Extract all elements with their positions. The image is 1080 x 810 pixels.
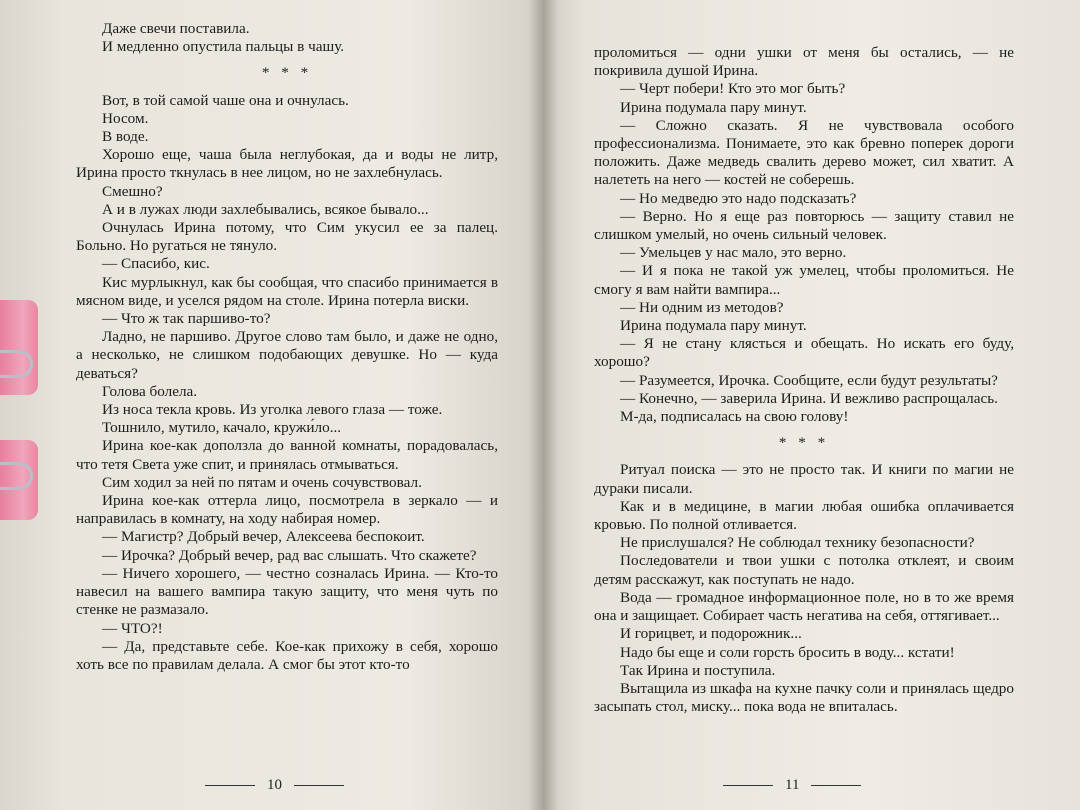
paragraph: — Черт побери! Кто это мог быть? <box>620 80 846 98</box>
paragraph: Вода — громадное информационное поле, но в то же время она и защищает. Собирает часть негатива на себя, оттягивает... <box>594 588 1014 625</box>
paragraph: Смешно? <box>102 182 163 200</box>
paragraph: Кис мурлыкнул, как бы сообщая, что спасибо принимается в мясном виде, и уселся рядом на столе. Ирина потерла виски. <box>76 273 498 309</box>
paragraph: М-да, подписалась на свою голову! <box>620 408 849 426</box>
paragraph: Голова болела. <box>102 382 198 400</box>
left-page-text <box>76 20 498 674</box>
footer-rule-left <box>205 785 255 786</box>
paragraph: Ирина кое-как оттерла лицо, посмотрела в зеркало — и направилась в комнату, на ходу набирая номер. <box>76 492 498 528</box>
paragraph: — Сложно сказать. Я не чувствовала особого профессионализма. Понимаете, это как бревно поперек дороги положить. Даже медведь свалить дерево может, сил хватит. А налететь на него — костей не соберешь. <box>594 116 1014 189</box>
paragraph: — Конечно, — заверила Ирина. И вежливо распрощалась. <box>620 389 998 407</box>
paragraph: Носом. <box>102 109 149 127</box>
right-page-footer <box>723 777 861 794</box>
paragraph: — Да, представьте себе. Кое-как прихожу в себя, хорошо хоть все по правилам делала. А смог бы этот кто-то <box>76 637 498 673</box>
paragraph: Надо бы еще и соли горсть бросить в воду... кстати! <box>620 643 955 661</box>
paragraph: Ирина кое-как доползла до ванной комнаты, порадовалась, что тетя Света уже спит, и принялась отмываться. <box>76 437 498 473</box>
paragraph: Ирина подумала пару минут. <box>620 317 807 335</box>
paragraph: проломиться — одни ушки от меня бы остались, — не покривила душой Ирина. <box>594 44 1014 80</box>
paragraph: В воде. <box>102 128 149 146</box>
paragraph: — Я не стану клясться и обещать. Но искать его буду, хорошо? <box>594 335 1014 371</box>
paragraph: Вытащила из шкафа на кухне пачку соли и принялась щедро засыпать стол, миску... пока вода не впиталась. <box>594 679 1014 716</box>
left-page-footer <box>205 777 344 794</box>
paragraph: — ЧТО?! <box>102 619 163 637</box>
paragraph: — Разумеется, Ирочка. Сообщите, если будут результаты? <box>620 371 998 389</box>
paragraph: — Ничего хорошего, — честно созналась Ирина. — Кто-то навесил на вашего вампира такую защиту, что меня чуть по стенке не размазало. <box>76 564 498 619</box>
paragraph: — Что ж так паршиво-то? <box>102 310 271 328</box>
paragraph: Как и в медицине, в магии любая ошибка оплачивается кровью. По полной отливается. <box>594 497 1014 534</box>
paragraph: Хорошо еще, чаша была неглубокая, да и воды не литр, Ирина просто ткнулась в нее лицом, но не захлебнулась. <box>76 146 498 182</box>
paragraph: Из носа текла кровь. Из уголка левого глаза — тоже. <box>102 401 443 419</box>
paragraph: — Но медведю это надо подсказать? <box>620 189 857 207</box>
right-page-text <box>594 44 1014 716</box>
paragraph: Так Ирина и поступила. <box>620 661 776 679</box>
section-separator: * * * <box>261 64 313 82</box>
paragraph: — Верно. Но я еще раз повторюсь — защиту ставил не слишком умелый, но очень сильный человек. <box>594 207 1014 244</box>
paragraph: — Умельцев у нас мало, это верно. <box>620 244 847 262</box>
paragraph: Ирина подумала пару минут. <box>620 98 807 116</box>
paragraph: Ритуал поиска — это не просто так. И книги по магии не дураки писали. <box>594 461 1014 497</box>
paragraph: — Спасибо, кис. <box>102 255 210 273</box>
right-page <box>543 0 1080 810</box>
paragraph: Тошнило, мутило, качало, кружи́ло... <box>102 419 342 437</box>
paragraph: — Магистр? Добрый вечер, Алексеева беспокоит. <box>102 528 425 546</box>
paragraph: Не прислушался? Не соблюдал технику безопасности? <box>620 534 975 552</box>
paragraph: А и в лужах люди захлебывались, всякое бывало... <box>102 200 429 218</box>
footer-rule-right <box>294 785 344 786</box>
pink-clip-top <box>0 300 38 395</box>
section-separator: * * * <box>778 434 830 452</box>
paragraph: — Ирочка? Добрый вечер, рад вас слышать. Что скажете? <box>102 546 477 564</box>
clip-wire-top <box>0 350 33 378</box>
paragraph: — И я пока не такой уж умелец, чтобы проломиться. Не смогу я вам найти вампира... <box>594 262 1014 298</box>
footer-rule-left <box>723 785 773 786</box>
paragraph: И медленно опустила пальцы в чашу. <box>102 38 345 56</box>
page-number-left: 10 <box>267 777 282 793</box>
paragraph: И горицвет, и подорожник... <box>620 625 802 643</box>
paragraph: — Ни одним из методов? <box>620 298 784 316</box>
paragraph: Вот, в той самой чаше она и очнулась. <box>102 91 349 109</box>
paragraph: Последователи и твои ушки с потолка отклеят, и своим детям расскажут, как поступать не надо. <box>594 552 1014 588</box>
page-number-right: 11 <box>785 777 800 793</box>
footer-rule-right <box>811 785 861 786</box>
paragraph: Даже свечи поставила. <box>102 20 250 37</box>
paragraph: Сим ходил за ней по пятам и очень сочувствовал. <box>102 473 422 491</box>
book-gutter <box>528 0 558 810</box>
paragraph: Ладно, не паршиво. Другое слово там было, и даже не одно, а несколько, не слишком подобающих девушке. Но — куда деваться? <box>76 328 498 382</box>
clip-wire-bottom <box>0 462 33 490</box>
paragraph: Очнулась Ирина потому, что Сим укусил ее за палец. Больно. Но ругаться не тянуло. <box>76 219 498 255</box>
